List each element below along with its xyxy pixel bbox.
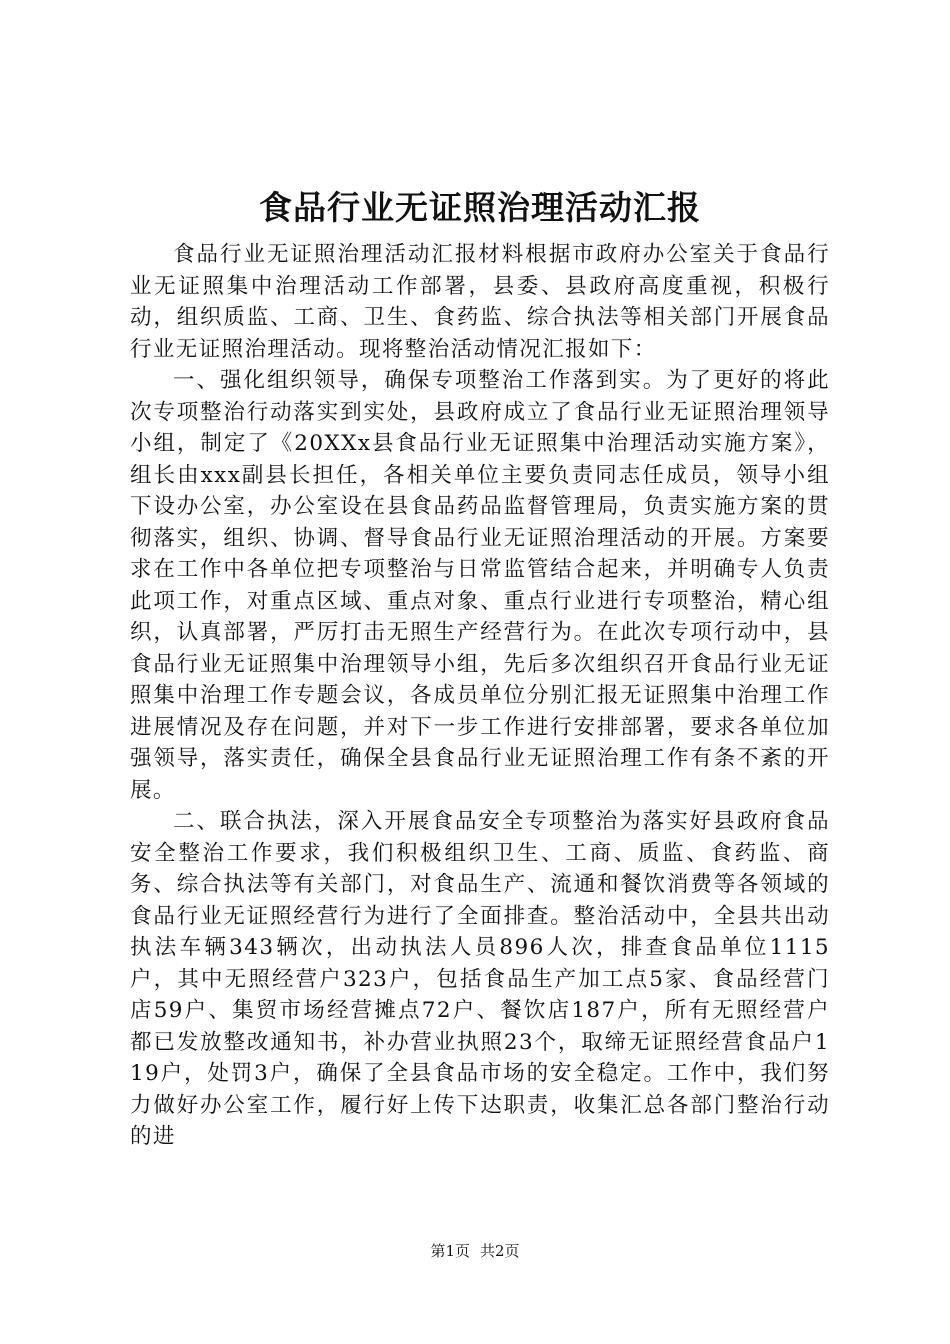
paragraph-section-1: 一、强化组织领导，确保专项整治工作落到实。为了更好的将此次专项整治行动落实到实处，县政府成立了食品行业无证照治理领导小组，制定了《20XXx县食品行业无证照集中治理活动实施方案》，组长由xxx副县长担任，各相关单位主要负责同志任成员，领导小组下设办公室，办公室设在县食品药品监督管理局，负责实施方案的贯彻落实，组织、协调、督导食品行业无证照治理活动的开展。方案要求在工作中各单位把专项整治与日常监管结合起来，并明确专人负责此项工作，对重点区域、重点对象、重点行业进行专项整治，精心组织，认真部署，严厉打击无照生产经营行为。在此次专项行动中，县食品行业无证照集中治理领导小组，先后多次组织召开食品行业无证照集中治理工作专题会议，各成员单位分别汇报无证照集中治理工作进展情况及存在问题，并对下一步工作进行安排部署，要求各单位加强领导，落实责任，确保全县食品行业无证照治理工作有条不紊的开展。 [130,368,830,803]
page-number-current: 第1页 [430,1242,470,1260]
document-title: 食品行业无证照治理活动汇报 [259,188,701,227]
paragraph-intro: 食品行业无证照治理活动汇报材料根据市政府办公室关于食品行业无证照集中治理活动工作部署，县委、县政府高度重视，积极行动，组织质监、工商、卫生、食药监、综合执法等相关部门开展食品行业无证照治理活动。现将整治活动情况汇报如下： [130,242,830,362]
paragraph-section-2: 二、联合执法，深入开展食品安全专项整治为落实好县政府食品安全整治工作要求，我们积极组织卫生、工商、质监、食药监、商务、综合执法等有关部门，对食品生产、流通和餐饮消费等各领域的食品行业无证照经营行为进行了全面排查。整治活动中，全县共出动执法车辆343辆次，出动执法人员896人次，排查食品单位1115户，其中无照经营户323户，包括食品生产加工点5家、食品经营门店59户、集贸市场经营摊点72户、餐饮店187户，所有无照经营户都已发放整改通知书，补办营业执照23个，取缔无证照经营食品户119户，处罚3户，确保了全县食品市场的安全稳定。工作中，我们努力做好办公室工作，履行好上传下达职责，收集汇总各部门整治行动的进 [130,809,830,1149]
document-body [130,239,830,1153]
page-footer [0,1241,950,1261]
page-number-total: 共2页 [480,1242,520,1260]
